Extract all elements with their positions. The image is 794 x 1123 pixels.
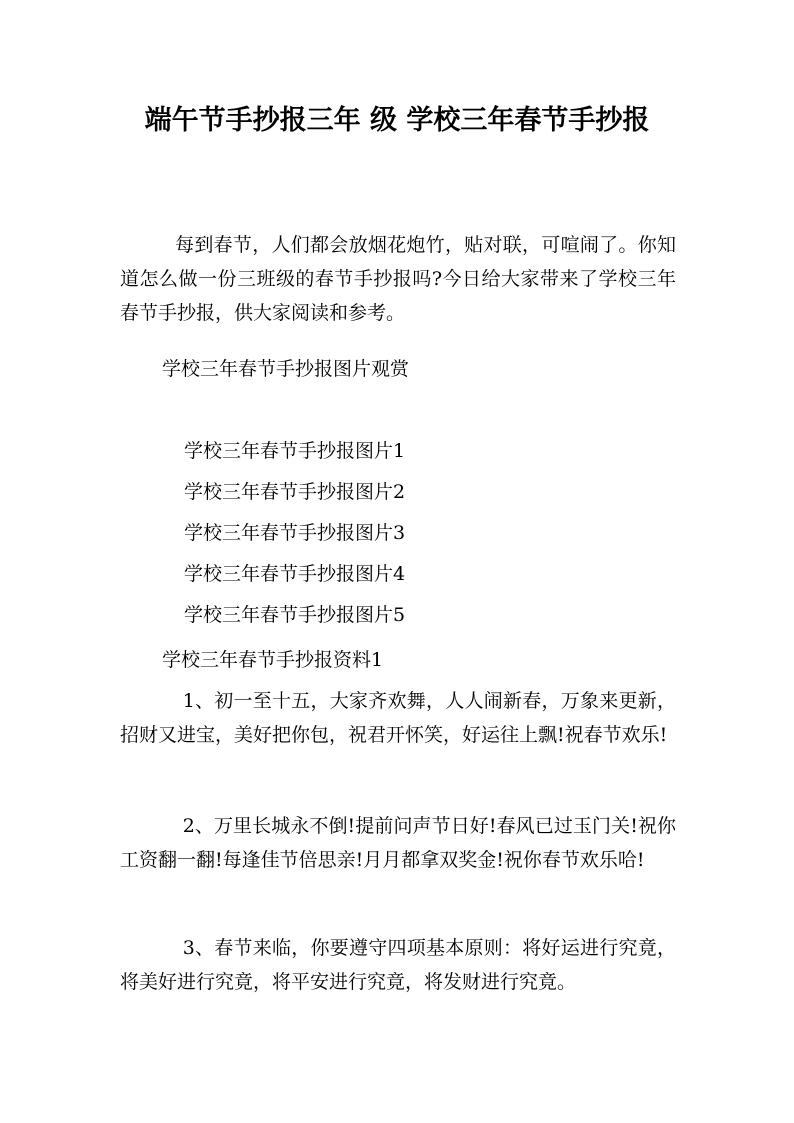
- greeting-item-2: 2、万里长城永不倒!提前问声节日好!春风已过玉门关!祝你工资翻一翻!每逢佳节倍思亲!月月都拿双奖金!祝你春节欢乐哈!: [120, 815, 676, 871]
- intro-paragraph: 每到春节，人们都会放烟花炮竹，贴对联，可喧闹了。你知道怎么做一份三班级的春节手抄报吗?今日给大家带来了学校三年春节手抄报，供大家阅读和参考。: [120, 234, 676, 324]
- picture-item-2: 学校三年春节手抄报图片2: [184, 481, 406, 503]
- picture-list: [184, 434, 405, 639]
- greeting-item-3: 3、春节来临，你要遵守四项基本原则：将好运进行究竟，将美好进行究竟，将平安进行究竟，将发财进行究竟。: [120, 937, 676, 993]
- picture-item-3: 学校三年春节手抄报图片3: [184, 522, 406, 544]
- picture-item-5: 学校三年春节手抄报图片5: [184, 604, 406, 626]
- material-heading: 学校三年春节手抄报资料1: [162, 649, 384, 671]
- picture-item-1: 学校三年春节手抄报图片1: [184, 440, 406, 462]
- greeting-item-1: 1、初一至十五，大家齐欢舞，人人闹新春，万象来更新，招财又进宝，美好把你包，祝君开怀笑，好运往上飘!祝春节欢乐!: [120, 690, 676, 746]
- picture-item-4: 学校三年春节手抄报图片4: [184, 563, 406, 585]
- section-heading: 学校三年春节手抄报图片观赏: [162, 358, 410, 380]
- document-title: 端午节手抄报三年 级 学校三年春节手抄报: [144, 105, 650, 136]
